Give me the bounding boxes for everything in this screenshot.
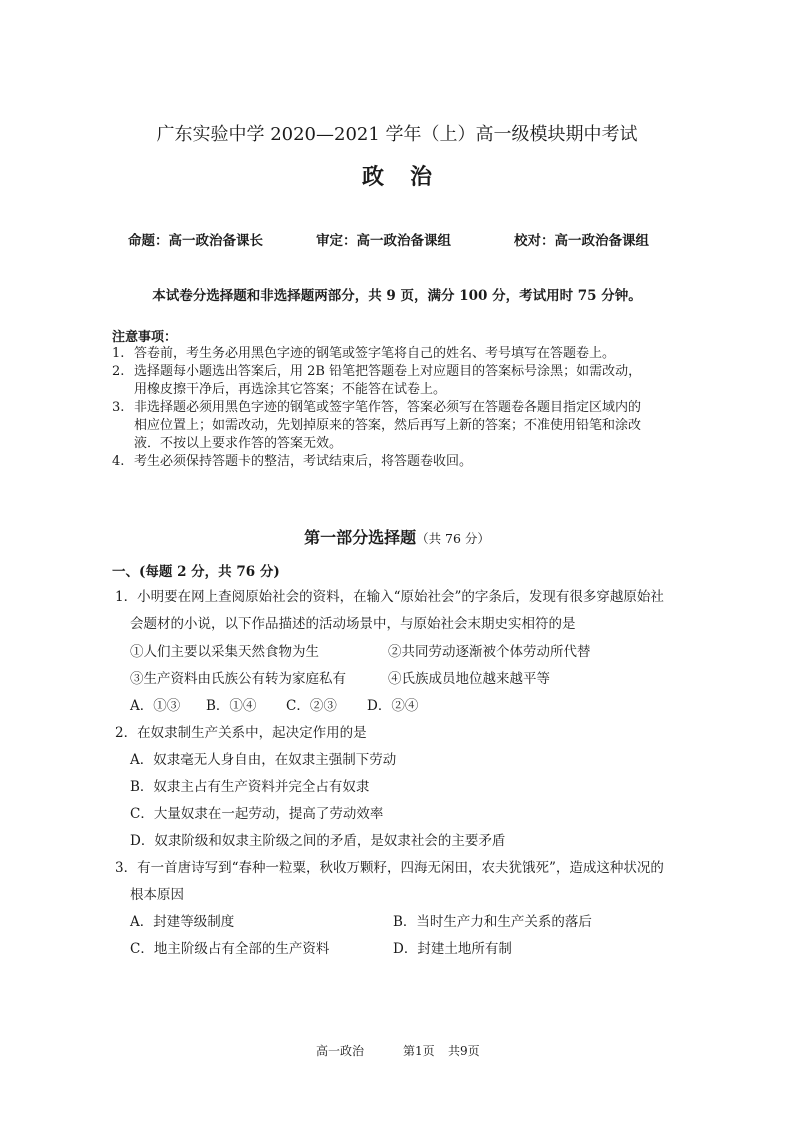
question-3-option-d: D．封建土地所有制 <box>393 941 512 957</box>
notice-item <box>112 363 692 399</box>
question-2-option-d: D．奴隶阶级和奴隶主阶级之间的矛盾，是奴隶社会的主要矛盾 <box>130 833 506 849</box>
section-heading: 一、(每题 2 分，共 76 分) <box>112 564 280 580</box>
staff-reviewer: 审定：高一政治备课组 <box>316 233 451 249</box>
question-1-statement-1: ①人们主要以采集天然食物为生 <box>130 644 319 660</box>
question-2-stem: 2．在奴隶制生产关系中，起决定作用的是 <box>115 725 367 741</box>
notice-text: 考生必须保持答题卡的整洁，考试结束后，将答题卷收回。 <box>134 454 473 469</box>
notice-number: 1. <box>112 346 125 361</box>
exam-title: 广东实验中学 2020—2021 学年（上）高一级模块期中考试 <box>156 124 638 145</box>
question-2-option-a: A．奴隶毫无人身自由，在奴隶主强制下劳动 <box>130 752 397 768</box>
question-1-statement-4: ④氏族成员地位越来越平等 <box>388 671 550 687</box>
question-1-statement-2: ②共同劳动逐渐被个体劳动所代替 <box>388 644 591 660</box>
staff-proofreader: 校对：高一政治备课组 <box>514 233 649 249</box>
notice-text: 非选择题必须用黑色字迹的钢笔或签字笔作答，答案必须写在答题卷各题目指定区域内的 <box>134 400 642 415</box>
part1-heading <box>0 525 794 548</box>
notice-item <box>112 453 692 471</box>
notice-text: 答卷前，考生务必用黑色字迹的钢笔或签字笔将自己的姓名、考号填写在答题卷上。 <box>134 346 616 361</box>
subject-title: 政治 <box>361 164 458 190</box>
notice-number: 2. <box>112 364 125 379</box>
notice-number: 4. <box>112 454 125 469</box>
notice-item <box>112 345 692 363</box>
question-3-option-a: A．封建等级制度 <box>130 914 235 930</box>
notice-text: 相应位置上；如需改动，先划掉原来的答案，然后再写上新的答案；不准使用铅笔和涂改 <box>134 418 642 433</box>
footer-page-number: 第1页 <box>403 1044 435 1058</box>
question-1-stem-line2: 会题材的小说，以下作品描述的活动场景中，与原始社会末期史实相符的是 <box>130 616 576 632</box>
question-3-option-c: C．地主阶级占有全部的生产资料 <box>130 941 330 957</box>
notice-text: 用橡皮擦干净后，再选涂其它答案；不能答在试卷上。 <box>134 382 447 397</box>
notice-text: 选择题每小题选出答案后，用 2B 铅笔把答题卷上对应题目的答案标号涂黑；如需改动， <box>134 364 642 379</box>
question-2-option-b: B．奴隶主占有生产资料并完全占有奴隶 <box>130 779 370 795</box>
question-1-option-c: C．②③ <box>286 698 337 714</box>
exam-intro: 本试卷分选择题和非选择题两部分，共 9 页，满分 100 分，考试用时 75 分钟。 <box>152 288 642 304</box>
question-2-option-c: C．大量奴隶在一起劳动，提高了劳动效率 <box>130 806 384 822</box>
staff-author: 命题：高一政治备课长 <box>128 233 263 249</box>
question-1-statement-3: ③生产资料由氏族公有转为家庭私有 <box>130 671 346 687</box>
question-3-stem-line2: 根本原因 <box>130 887 184 903</box>
part1-score-note: （共 76 分） <box>416 531 490 546</box>
question-1-stem-line1: 1．小明要在网上查阅原始社会的资料，在输入“原始社会”的字条后，发现有很多穿越原始社 <box>115 589 664 605</box>
notice-heading: 注意事项： <box>112 330 178 345</box>
question-3-option-b: B．当时生产力和生产关系的落后 <box>393 914 592 930</box>
question-1-option-a: A．①③ <box>130 698 181 714</box>
question-3-stem-line1: 3．有一首唐诗写到“春种一粒粟，秋收万颗籽，四海无闲田，农夫犹饿死”，造成这种状况的 <box>115 860 664 876</box>
notice-text: 液．不按以上要求作答的答案无效。 <box>134 436 343 451</box>
question-1-option-b: B．①④ <box>206 698 257 714</box>
notice-item <box>112 399 692 453</box>
part1-title: 第一部分选择题 <box>304 528 417 547</box>
footer-course: 高一政治 <box>316 1044 365 1058</box>
notice-number: 3. <box>112 400 125 415</box>
footer-total-pages: 共9页 <box>448 1044 480 1058</box>
question-1-option-d: D．②④ <box>367 698 419 714</box>
